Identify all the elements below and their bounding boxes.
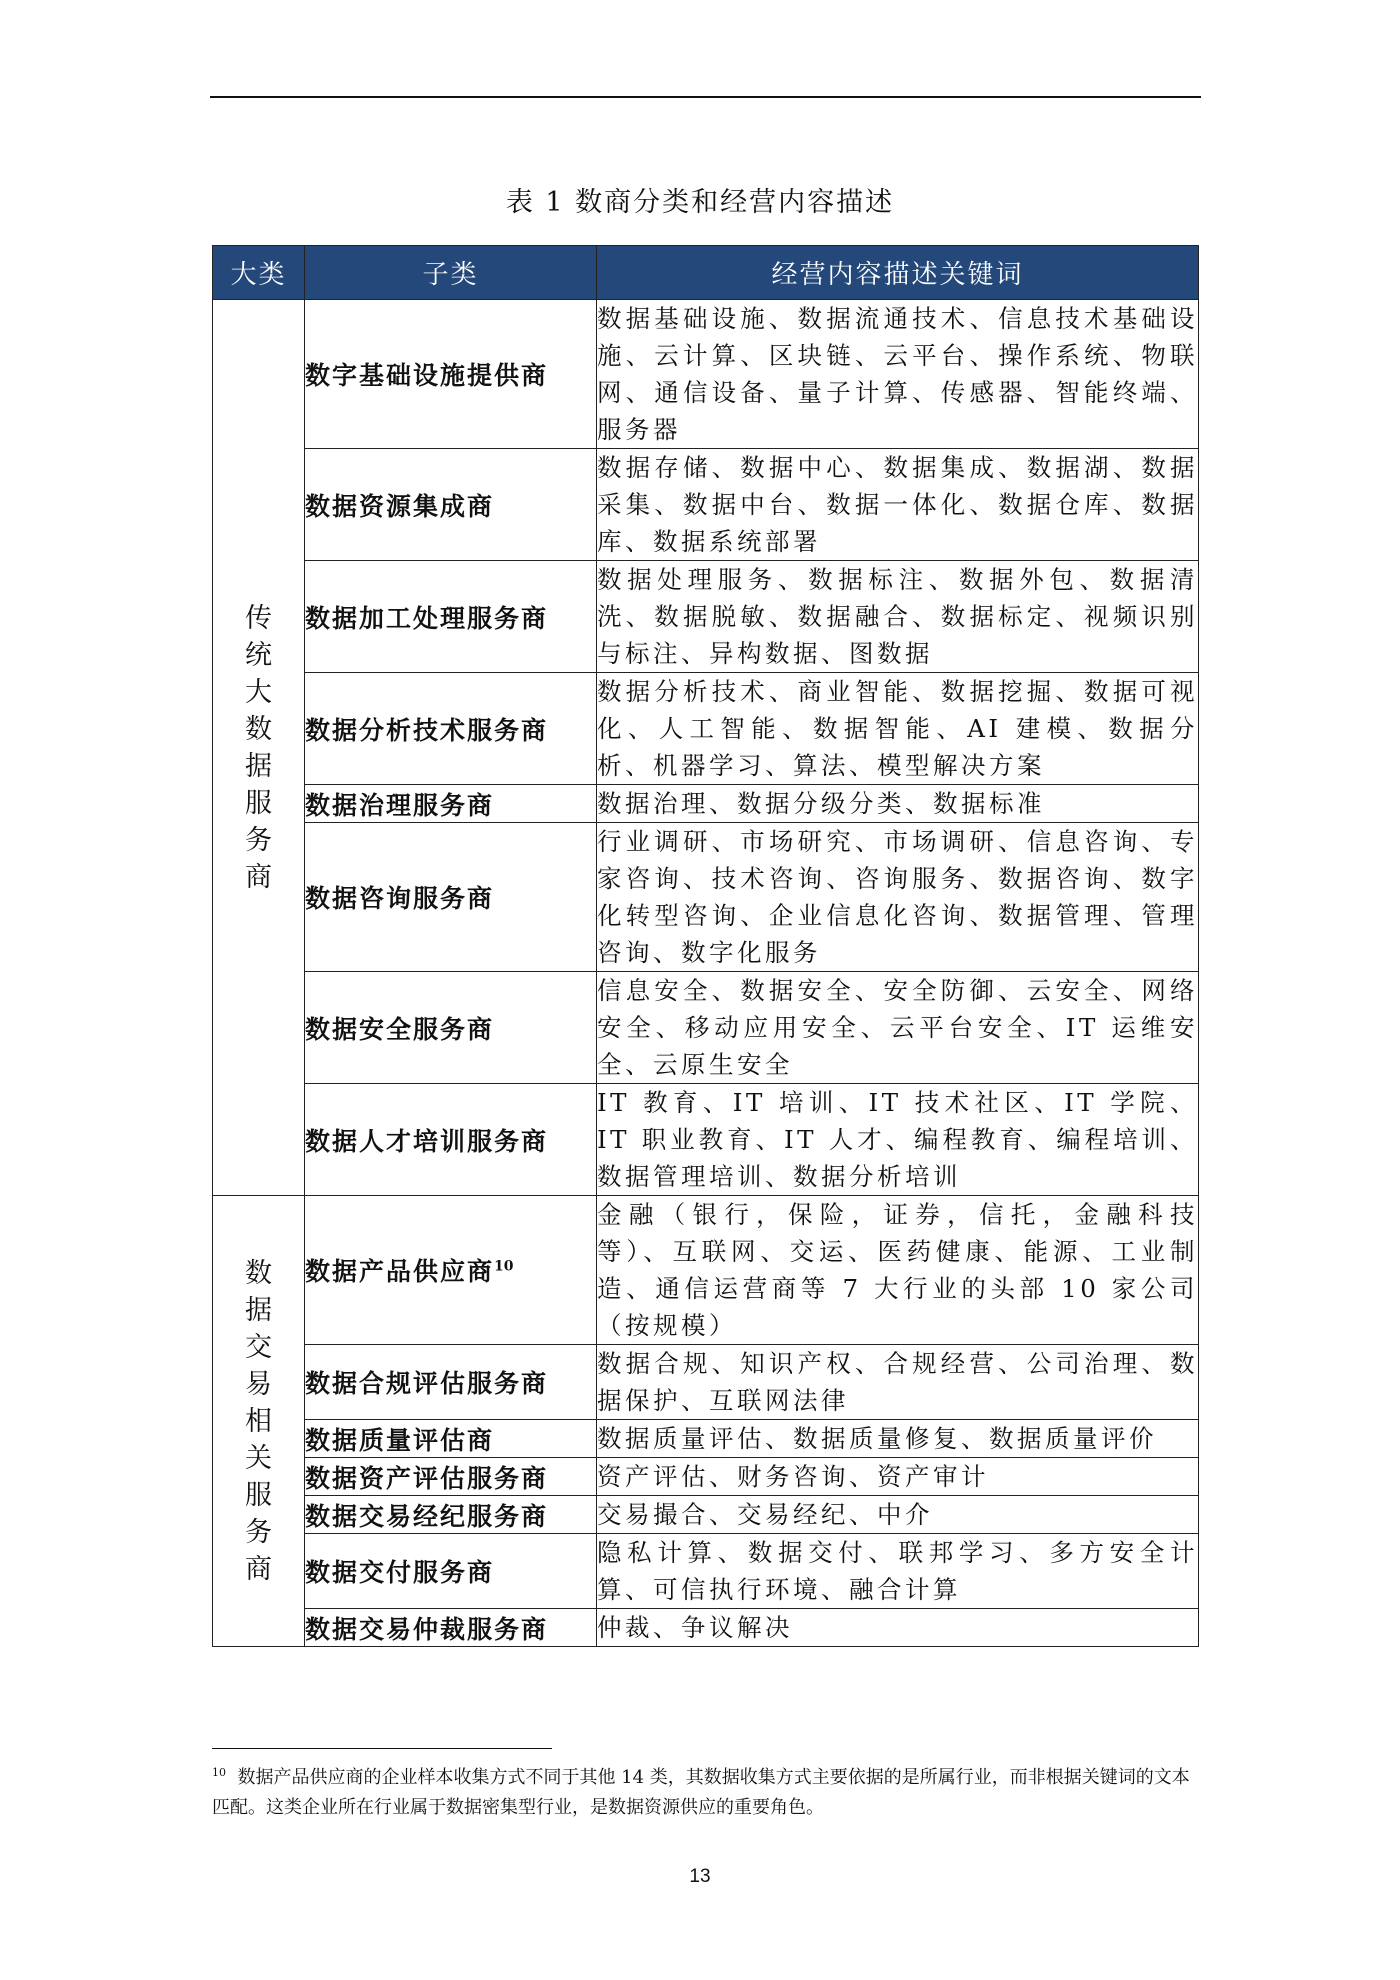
subcategory-cell <box>305 673 597 785</box>
keywords-cell: 数据处理服务、数据标注、数据外包、数据清洗、数据脱敏、数据融合、数据标定、视频识别与标注、异构数据、图数据 <box>597 561 1199 673</box>
subcategory-cell <box>305 972 597 1084</box>
keywords-cell: 仲裁、争议解决 <box>597 1609 1199 1647</box>
keywords-cell: 信息安全、数据安全、安全防御、云安全、网络安全、移动应用安全、云平台安全、IT 运维安全、云原生安全 <box>597 972 1199 1084</box>
table-row <box>213 1345 1199 1420</box>
keywords-cell: 交易撮合、交易经纪、中介 <box>597 1496 1199 1534</box>
table-body <box>213 300 1199 1647</box>
keywords-cell: 数据分析技术、商业智能、数据挖掘、数据可视化、人工智能、数据智能、AI 建模、数据分析、机器学习、算法、模型解决方案 <box>597 673 1199 785</box>
table-row <box>213 449 1199 561</box>
table-header-row <box>213 246 1199 300</box>
table-row <box>213 1609 1199 1647</box>
table-row <box>213 1534 1199 1609</box>
subcategory-name: 数据交易经纪服务商 <box>305 1501 549 1531</box>
page-number: 13 <box>689 1866 711 1887</box>
keywords-cell: 资产评估、财务咨询、资产审计 <box>597 1458 1199 1496</box>
subcategory-cell <box>305 1496 597 1534</box>
subcategory-name: 数据资源集成商 <box>305 491 495 521</box>
keywords-cell: 数据合规、知识产权、合规经营、公司治理、数据保护、互联网法律 <box>597 1345 1199 1420</box>
table-row <box>213 1496 1199 1534</box>
subcategory-cell <box>305 449 597 561</box>
header-rule <box>210 96 1201 98</box>
subcategory-name: 数据分析技术服务商 <box>305 715 549 745</box>
keywords-cell: 数据存储、数据中心、数据集成、数据湖、数据采集、数据中台、数据一体化、数据仓库、数据库、数据系统部署 <box>597 449 1199 561</box>
table-caption: 表 1 数商分类和经营内容描述 <box>505 187 895 218</box>
keywords-cell: 数据治理、数据分级分类、数据标准 <box>597 785 1199 823</box>
subcategory-cell <box>305 1420 597 1458</box>
subcategory-cell <box>305 1534 597 1609</box>
subcategory-name: 数据质量评估商 <box>305 1425 495 1455</box>
subcategory-name: 数据加工处理服务商 <box>305 603 549 633</box>
keywords-cell: 数据质量评估、数据质量修复、数据质量评价 <box>597 1420 1199 1458</box>
subcategory-cell <box>305 1458 597 1496</box>
subcategory-name: 数据安全服务商 <box>305 1014 495 1044</box>
table-row <box>213 823 1199 972</box>
table-row <box>213 673 1199 785</box>
subcategory-cell <box>305 1609 597 1647</box>
subcategory-name: 数据交易仲裁服务商 <box>305 1614 549 1644</box>
subcategory-cell <box>305 785 597 823</box>
header-category: 大类 <box>213 246 305 300</box>
subcategory-name: 数据产品供应商 <box>305 1257 495 1286</box>
subcategory-name: 数据交付服务商 <box>305 1558 495 1587</box>
keywords-cell: 行业调研、市场研究、市场调研、信息咨询、专家咨询、技术咨询、咨询服务、数据咨询、数字化转型咨询、企业信息化咨询、数据管理、管理咨询、数字化服务 <box>597 823 1199 972</box>
subcategory-cell <box>305 823 597 972</box>
table-row <box>213 972 1199 1084</box>
subcategory-name: 数据人才培训服务商 <box>305 1126 549 1156</box>
keywords-cell: IT 教育、IT 培训、IT 技术社区、IT 学院、IT 职业教育、IT 人才、编程教育、编程培训、数据管理培训、数据分析培训 <box>597 1084 1199 1196</box>
subcategory-name: 数据咨询服务商 <box>305 884 495 913</box>
keywords-cell: 隐私计算、数据交付、联邦学习、多方安全计算、可信执行环境、融合计算 <box>597 1534 1199 1609</box>
subcategory-cell <box>305 561 597 673</box>
header-keywords: 经营内容描述关键词 <box>597 246 1199 300</box>
subcategory-cell <box>305 1196 597 1345</box>
table-row <box>213 785 1199 823</box>
table-row <box>213 1420 1199 1458</box>
subcategory-cell <box>305 1084 597 1196</box>
subcategory-cell <box>305 1345 597 1420</box>
footnote-reference: 10 <box>494 1258 514 1275</box>
subcategory-name: 数据合规评估服务商 <box>305 1369 549 1398</box>
keywords-cell: 金融（银行，保险，证券，信托，金融科技等）、互联网、交运、医药健康、能源、工业制造、通信运营商等 7 大行业的头部 10 家公司（按规模） <box>597 1196 1199 1345</box>
footnote-marker: 10 <box>212 1766 226 1779</box>
keywords-cell: 数据基础设施、数据流通技术、信息技术基础设施、云计算、区块链、云平台、操作系统、物联网、通信设备、量子计算、传感器、智能终端、服务器 <box>597 300 1199 449</box>
subcategory-name: 数据资产评估服务商 <box>305 1463 549 1493</box>
table-row <box>213 1458 1199 1496</box>
footnote-rule <box>212 1748 552 1749</box>
table-row <box>213 561 1199 673</box>
category-cell: 数 据 交 易 相 关 服 务 商 <box>213 1196 305 1647</box>
footnote-text: 数据产品供应商的企业样本收集方式不同于其他 14 类，其数据收集方式主要依据的是所属行业，而非根据关键词的文本匹配。这类企业所在行业属于数据密集型行业，是数据资源供应的重要角色。 <box>212 1767 1190 1818</box>
table-row <box>213 300 1199 449</box>
subcategory-name: 数据治理服务商 <box>305 790 495 820</box>
footnote <box>212 1758 1200 1823</box>
subcategory-cell <box>305 300 597 449</box>
category-cell: 传 统 大 数 据 服 务 商 <box>213 300 305 1196</box>
classification-table <box>212 245 1199 1647</box>
header-subcategory: 子类 <box>305 246 597 300</box>
table-row <box>213 1196 1199 1345</box>
subcategory-name: 数字基础设施提供商 <box>305 361 549 390</box>
table-row <box>213 1084 1199 1196</box>
